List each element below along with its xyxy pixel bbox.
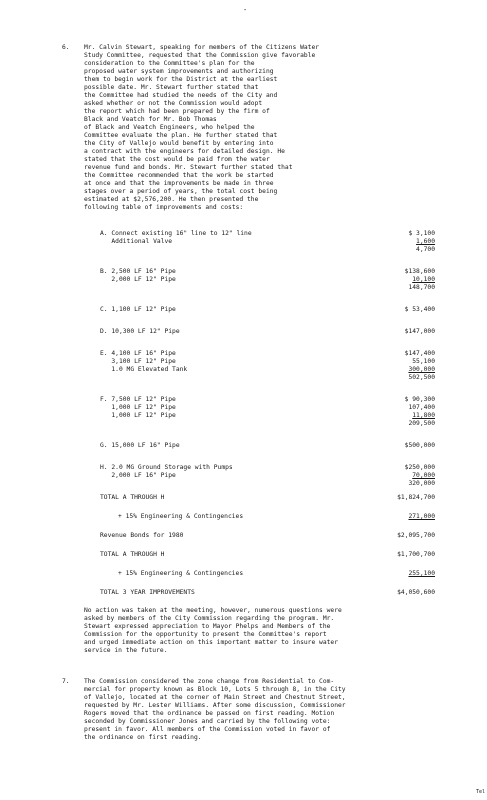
cost-group-c bbox=[100, 306, 435, 314]
cost-label: Revenue Bonds for 1980 bbox=[100, 532, 184, 539]
cost-row bbox=[100, 464, 435, 472]
agenda-item-7 bbox=[64, 678, 444, 742]
cost-label: Additional Valve bbox=[100, 238, 173, 245]
cost-label: 3,100 LF 12" Pipe bbox=[100, 358, 176, 365]
cost-row bbox=[100, 230, 435, 238]
text-line: the ordinance on first reading. bbox=[84, 734, 202, 741]
text-line: at once and that the improvements be made in three bbox=[84, 180, 274, 187]
text-line: present in favor. All members of the Commission voted in favor of bbox=[84, 726, 331, 733]
text-line: proposed water system improvements and authorizing bbox=[84, 68, 274, 75]
cost-amount: 209,500 bbox=[408, 420, 435, 427]
total-row bbox=[100, 532, 435, 540]
text-line: revenue fund and bonds. Mr. Stewart further stated that bbox=[84, 164, 293, 171]
cost-amount: $1,824,700 bbox=[397, 494, 435, 501]
text-line: asked by members of the City Commission regarding the program. Mr. bbox=[84, 615, 335, 622]
cost-label: C. 1,100 LF 12" Pipe bbox=[100, 306, 176, 313]
cost-label: 1,000 LF 12" Pipe bbox=[100, 412, 176, 419]
text-line: The Commission considered the zone change from Residential to Com- bbox=[84, 678, 335, 685]
cost-row bbox=[100, 238, 435, 246]
cost-amount: $138,600 bbox=[404, 268, 435, 275]
cost-amount: $2,095,700 bbox=[397, 532, 435, 539]
cost-amount: $147,400 bbox=[404, 350, 435, 357]
cost-amount: $500,000 bbox=[404, 442, 435, 449]
text-line: asked whether or not the Commission would adopt bbox=[84, 100, 263, 107]
cost-amount: 255,100 bbox=[408, 570, 435, 577]
cost-label: TOTAL A THROUGH H bbox=[100, 494, 165, 501]
text-line: service in the future. bbox=[84, 647, 168, 654]
text-line: seconded by Commissioner Jones and carried by the following vote: bbox=[84, 718, 331, 725]
total-row bbox=[100, 551, 435, 559]
cost-label: G. 15,000 LF 16" Pipe bbox=[100, 442, 180, 449]
cost-row bbox=[100, 268, 435, 276]
cost-label: 1,000 LF 12" Pipe bbox=[100, 404, 176, 411]
cost-row bbox=[100, 358, 435, 366]
cost-row bbox=[100, 328, 435, 336]
cost-amount: 4,700 bbox=[416, 246, 435, 253]
text-line: stages over a period of years, the total cost being bbox=[84, 188, 278, 195]
cost-label: + 15% Engineering & Contingencies bbox=[118, 570, 244, 577]
cost-row bbox=[100, 276, 435, 284]
cost-row bbox=[100, 374, 435, 382]
text-line: Study Committee, requested that the Commission give favorable bbox=[84, 52, 316, 59]
cost-label: TOTAL 3 YEAR IMPROVEMENTS bbox=[100, 589, 195, 596]
text-line: No action was taken at the meeting, however, numerous questions were bbox=[84, 607, 342, 614]
cost-row bbox=[100, 472, 435, 480]
cost-group-a bbox=[100, 230, 435, 254]
cost-amount: 107,400 bbox=[408, 404, 435, 411]
text-line: Commission for the opportunity to present the Committee's report bbox=[84, 631, 327, 638]
item-number: 7. bbox=[62, 678, 70, 685]
cost-amount: $250,000 bbox=[404, 464, 435, 471]
cost-row bbox=[100, 420, 435, 428]
cost-amount: 502,500 bbox=[408, 374, 435, 381]
cost-row bbox=[100, 412, 435, 420]
cost-group-g bbox=[100, 442, 435, 450]
cost-amount: 11,800 bbox=[412, 412, 435, 419]
text-line: Stewart expressed appreciation to Mayor Phelps and Members of the bbox=[84, 623, 331, 630]
text-line: possible date. Mr. Stewart further stated that bbox=[84, 84, 259, 91]
text-line: the City of Vallejo would benefit by entering into bbox=[84, 140, 274, 147]
total-row bbox=[100, 589, 435, 597]
cost-group-b bbox=[100, 268, 435, 292]
text-line: and urged immediate action on this important matter to insure water bbox=[84, 639, 339, 646]
cost-amount: 1,600 bbox=[416, 238, 435, 245]
cost-label: A. Connect existing 16" line to 12" line bbox=[100, 230, 252, 237]
text-line: the report which had been prepared by the firm of bbox=[84, 108, 270, 115]
text-line: stated that the cost would be paid from the water bbox=[84, 156, 270, 163]
cost-amount: 300,000 bbox=[408, 366, 435, 373]
cost-row bbox=[100, 396, 435, 404]
totals-table bbox=[100, 494, 435, 608]
cost-amount: 320,000 bbox=[408, 480, 435, 487]
text-line: the Committee had studied the needs of the City and bbox=[84, 92, 278, 99]
cost-row bbox=[100, 480, 435, 488]
cost-amount: $ 3,100 bbox=[408, 230, 435, 237]
cost-amount: $ 90,300 bbox=[404, 396, 435, 403]
cost-row bbox=[100, 350, 435, 358]
text-line: Black and Veatch for Mr. Bob Thomas bbox=[84, 116, 217, 123]
text-line: of Black and Veatch Engineers, who helped the bbox=[84, 124, 255, 131]
total-row bbox=[100, 494, 435, 502]
text-line: following table of improvements and costs: bbox=[84, 204, 244, 211]
cost-label: H. 2.0 MG Ground Storage with Pumps bbox=[100, 464, 233, 471]
cost-row bbox=[100, 442, 435, 450]
text-line: Mr. Calvin Stewart, speaking for members of the Citizens Water bbox=[84, 44, 320, 51]
cost-label: 2,000 LF 16" Pipe bbox=[100, 472, 176, 479]
cost-amount: $147,000 bbox=[404, 328, 435, 335]
text-line: requested by Mr. Lester Williams. After some discussion, Commissioner bbox=[84, 702, 346, 709]
item-6-closing-paragraph bbox=[84, 607, 444, 655]
cost-label: E. 4,100 LF 16" Pipe bbox=[100, 350, 176, 357]
total-row bbox=[100, 570, 435, 578]
cost-row bbox=[100, 404, 435, 412]
text-line: estimated at $2,576,200. He then presented the bbox=[84, 196, 259, 203]
cost-group-f bbox=[100, 396, 435, 428]
cost-amount: 70,000 bbox=[412, 472, 435, 479]
cost-table bbox=[100, 230, 435, 502]
text-line: Rogers moved that the ordinance be passed on first reading. Motion bbox=[84, 710, 335, 717]
cost-row bbox=[100, 284, 435, 292]
cost-amount: 55,100 bbox=[412, 358, 435, 365]
item-number: 6. bbox=[62, 44, 70, 51]
text-line: of Vallejo, located at the corner of Main Street and Chestnut Street, bbox=[84, 694, 346, 701]
text-line: them to begin work for the District at the earliest bbox=[84, 76, 278, 83]
footer-mark: Tel bbox=[475, 789, 485, 795]
cost-row bbox=[100, 246, 435, 254]
cost-group-h bbox=[100, 464, 435, 488]
cost-amount: $1,700,700 bbox=[397, 551, 435, 558]
agenda-item-6 bbox=[64, 44, 444, 212]
cost-amount: $ 53,400 bbox=[404, 306, 435, 313]
item-7-paragraph bbox=[84, 678, 444, 742]
cost-label: D. 10,300 LF 12" Pipe bbox=[100, 328, 180, 335]
text-line: the Committee recommended that the work be started bbox=[84, 172, 274, 179]
item-6-intro-paragraph bbox=[84, 44, 444, 212]
text-line: mercial for property known as Block 10, Lots 5 through 8, in the City bbox=[84, 686, 346, 693]
cost-group-d bbox=[100, 328, 435, 336]
text-line: consideration to the Committee's plan for the bbox=[84, 60, 255, 67]
cost-amount: $4,050,600 bbox=[397, 589, 435, 596]
cost-label: B. 2,500 LF 16" Pipe bbox=[100, 268, 176, 275]
cost-label: 1.0 MG Elevated Tank bbox=[100, 366, 188, 373]
text-line: Committee evaluate the plan. He further stated that bbox=[84, 132, 278, 139]
cost-label: + 15% Engineering & Contingencies bbox=[118, 513, 244, 520]
cost-label: 2,000 LF 12" Pipe bbox=[100, 276, 176, 283]
cost-amount: 10,100 bbox=[412, 276, 435, 283]
cost-amount: 148,700 bbox=[408, 284, 435, 291]
cost-row bbox=[100, 366, 435, 374]
cost-amount: 271,000 bbox=[408, 513, 435, 520]
total-row bbox=[100, 513, 435, 521]
cost-group-e bbox=[100, 350, 435, 382]
cost-label: TOTAL A THROUGH H bbox=[100, 551, 165, 558]
text-line: a contract with the engineers for detailed design. He bbox=[84, 148, 285, 155]
cost-label: F. 7,500 LF 12" Pipe bbox=[100, 396, 176, 403]
item-6-closing bbox=[64, 607, 444, 655]
page-mark: - bbox=[243, 6, 248, 14]
cost-row bbox=[100, 306, 435, 314]
